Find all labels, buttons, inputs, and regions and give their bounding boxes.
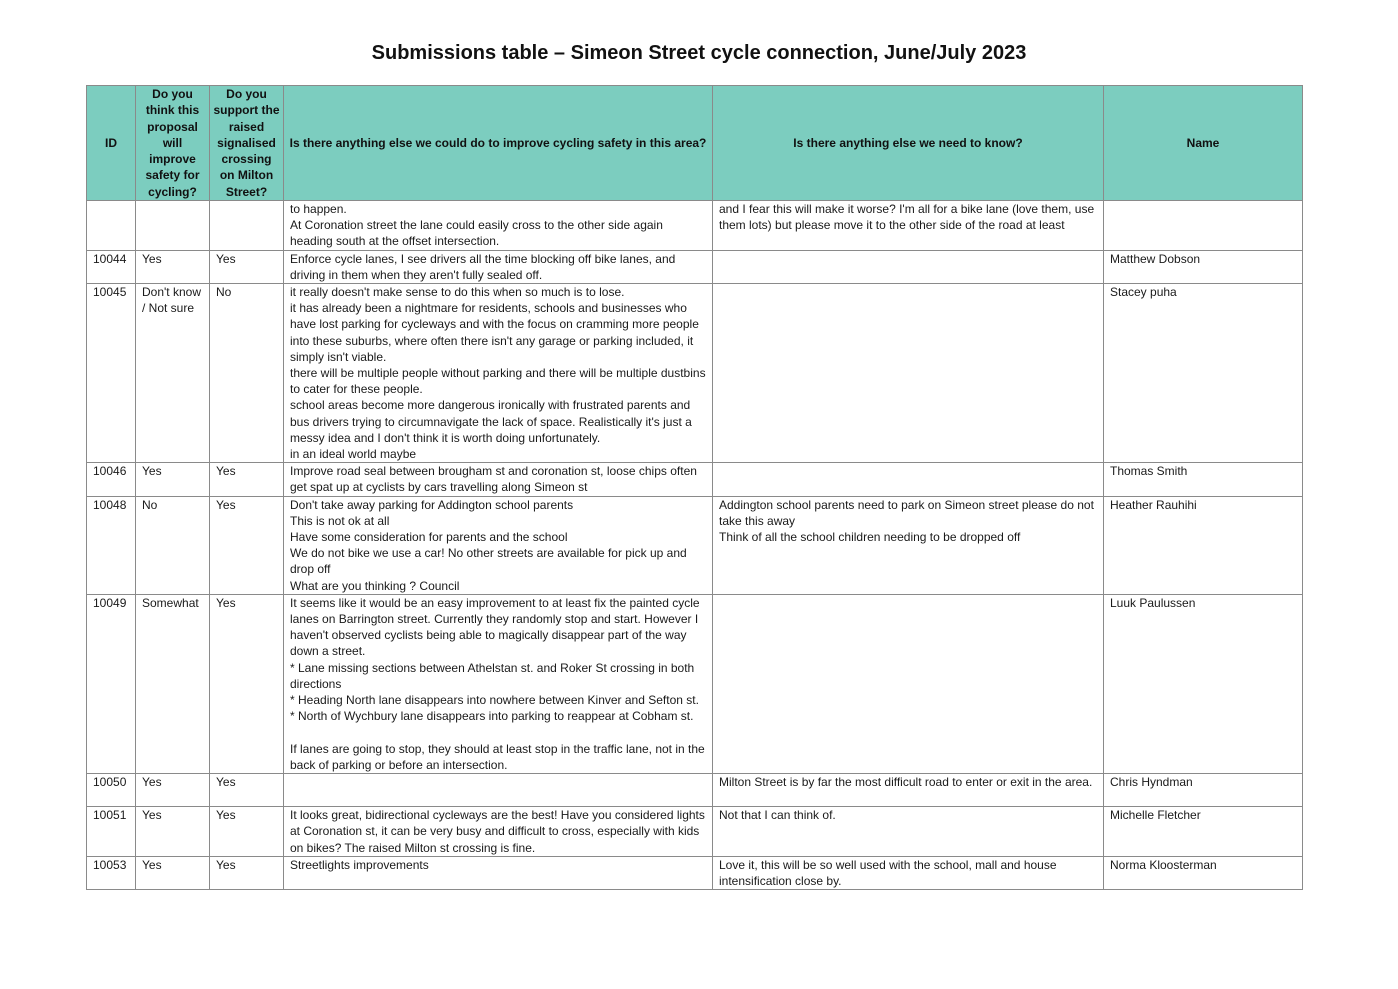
- cell-safety: No: [136, 496, 210, 594]
- cell-improve: [284, 774, 713, 807]
- cell-crossing: Yes: [210, 807, 284, 857]
- table-header-row: [87, 86, 1303, 201]
- cell-crossing: Yes: [210, 856, 284, 889]
- cell-crossing: Yes: [210, 774, 284, 807]
- table-row: [87, 463, 1303, 496]
- cell-name: Matthew Dobson: [1104, 250, 1303, 283]
- cell-safety: Somewhat: [136, 594, 210, 773]
- cell-crossing: [210, 201, 284, 251]
- header-name: Name: [1104, 86, 1303, 201]
- cell-know: Milton Street is by far the most difficult road to enter or exit in the area.: [713, 774, 1104, 807]
- cell-name: Michelle Fletcher: [1104, 807, 1303, 857]
- header-safety: Do you think this proposal will improve safety for cycling?: [136, 86, 210, 201]
- table-row: [87, 496, 1303, 594]
- cell-id: [87, 201, 136, 251]
- table-row: [87, 594, 1303, 773]
- cell-improve: Don't take away parking for Addington school parents This is not ok at all Have some consideration for parents and the school We do not bike we use a car! No other streets are available for pick up and drop off What are you thinking ? Council: [284, 496, 713, 594]
- cell-name: Chris Hyndman: [1104, 774, 1303, 807]
- header-id: ID: [87, 86, 136, 201]
- cell-id: 10050: [87, 774, 136, 807]
- cell-crossing: Yes: [210, 594, 284, 773]
- table-row: [87, 284, 1303, 463]
- cell-improve: Streetlights improvements: [284, 856, 713, 889]
- cell-crossing: Yes: [210, 463, 284, 496]
- cell-safety: [136, 201, 210, 251]
- table-row: [87, 201, 1303, 251]
- cell-name: Thomas Smith: [1104, 463, 1303, 496]
- cell-id: 10049: [87, 594, 136, 773]
- cell-improve: Improve road seal between brougham st and coronation st, loose chips often get spat up at cyclists by cars travelling along Simeon st: [284, 463, 713, 496]
- cell-improve: It looks great, bidirectional cycleways are the best! Have you considered lights at Coronation st, it can be very busy and difficult to cross, especially with kids on bikes? The raised Milton st crossing is fine.: [284, 807, 713, 857]
- cell-name: Luuk Paulussen: [1104, 594, 1303, 773]
- page-title: Submissions table – Simeon Street cycle connection, June/July 2023: [371, 42, 1027, 64]
- cell-know: Not that I can think of.: [713, 807, 1104, 857]
- cell-crossing: Yes: [210, 496, 284, 594]
- cell-improve: to happen. At Coronation street the lane could easily cross to the other side again heading south at the offset intersection.: [284, 201, 713, 251]
- cell-crossing: No: [210, 284, 284, 463]
- cell-improve: It seems like it would be an easy improvement to at least fix the painted cycle lanes on Barrington street. Currently they randomly stop and start. However I haven't observed cyclists being able to magically disappear part of the way down a street. * Lane missing sections between Athelstan st. and Roker St crossing in both directions * Heading North lane disappears into nowhere between Kinver and Sefton st. * North of Wychbury lane disappears into parking to reappear at Cobham st. If lanes are going to stop, they should at least stop in the traffic lane, not in the back of parking or before an intersection.: [284, 594, 713, 773]
- cell-name: Norma Kloosterman: [1104, 856, 1303, 889]
- cell-name: [1104, 201, 1303, 251]
- header-crossing: Do you support the raised signalised crossing on Milton Street?: [210, 86, 284, 201]
- cell-improve: it really doesn't make sense to do this when so much is to lose. it has already been a nightmare for residents, schools and businesses who have lost parking for cycleways and with the focus on cramming more people into these suburbs, where often there isn't any garage or parking included, it simply isn't viable. there will be multiple people without parking and there will be multiple dustbins to cater for these people. school areas become more dangerous ironically with frustrated parents and bus drivers trying to circumnavigate the lack of space. Realistically it's just a messy idea and I don't think it is worth doing unfortunately. in an ideal world maybe: [284, 284, 713, 463]
- cell-know: [713, 463, 1104, 496]
- cell-know: [713, 594, 1104, 773]
- header-know: Is there anything else we need to know?: [713, 86, 1104, 201]
- cell-id: 10048: [87, 496, 136, 594]
- table-row: [87, 774, 1303, 807]
- header-improve: Is there anything else we could do to improve cycling safety in this area?: [284, 86, 713, 201]
- cell-crossing: Yes: [210, 250, 284, 283]
- cell-id: 10045: [87, 284, 136, 463]
- cell-know: Love it, this will be so well used with the school, mall and house intensification close by.: [713, 856, 1104, 889]
- cell-safety: Yes: [136, 463, 210, 496]
- table-row: [87, 856, 1303, 889]
- cell-know: [713, 284, 1104, 463]
- cell-know: [713, 250, 1104, 283]
- table-row: [87, 250, 1303, 283]
- cell-improve: Enforce cycle lanes, I see drivers all the time blocking off bike lanes, and driving in them when they aren't fully sealed off.: [284, 250, 713, 283]
- cell-id: 10046: [87, 463, 136, 496]
- table-row: [87, 807, 1303, 857]
- cell-safety: Yes: [136, 774, 210, 807]
- cell-id: 10051: [87, 807, 136, 857]
- cell-know: Addington school parents need to park on Simeon street please do not take this away Think of all the school children needing to be dropped off: [713, 496, 1104, 594]
- cell-id: 10044: [87, 250, 136, 283]
- cell-name: Stacey puha: [1104, 284, 1303, 463]
- cell-safety: Yes: [136, 807, 210, 857]
- cell-safety: Don't know / Not sure: [136, 284, 210, 463]
- cell-safety: Yes: [136, 250, 210, 283]
- submissions-table: [86, 85, 1303, 890]
- cell-id: 10053: [87, 856, 136, 889]
- cell-know: and I fear this will make it worse? I'm all for a bike lane (love them, use them lots) but please move it to the other side of the road at least: [713, 201, 1104, 251]
- cell-name: Heather Rauhihi: [1104, 496, 1303, 594]
- cell-safety: Yes: [136, 856, 210, 889]
